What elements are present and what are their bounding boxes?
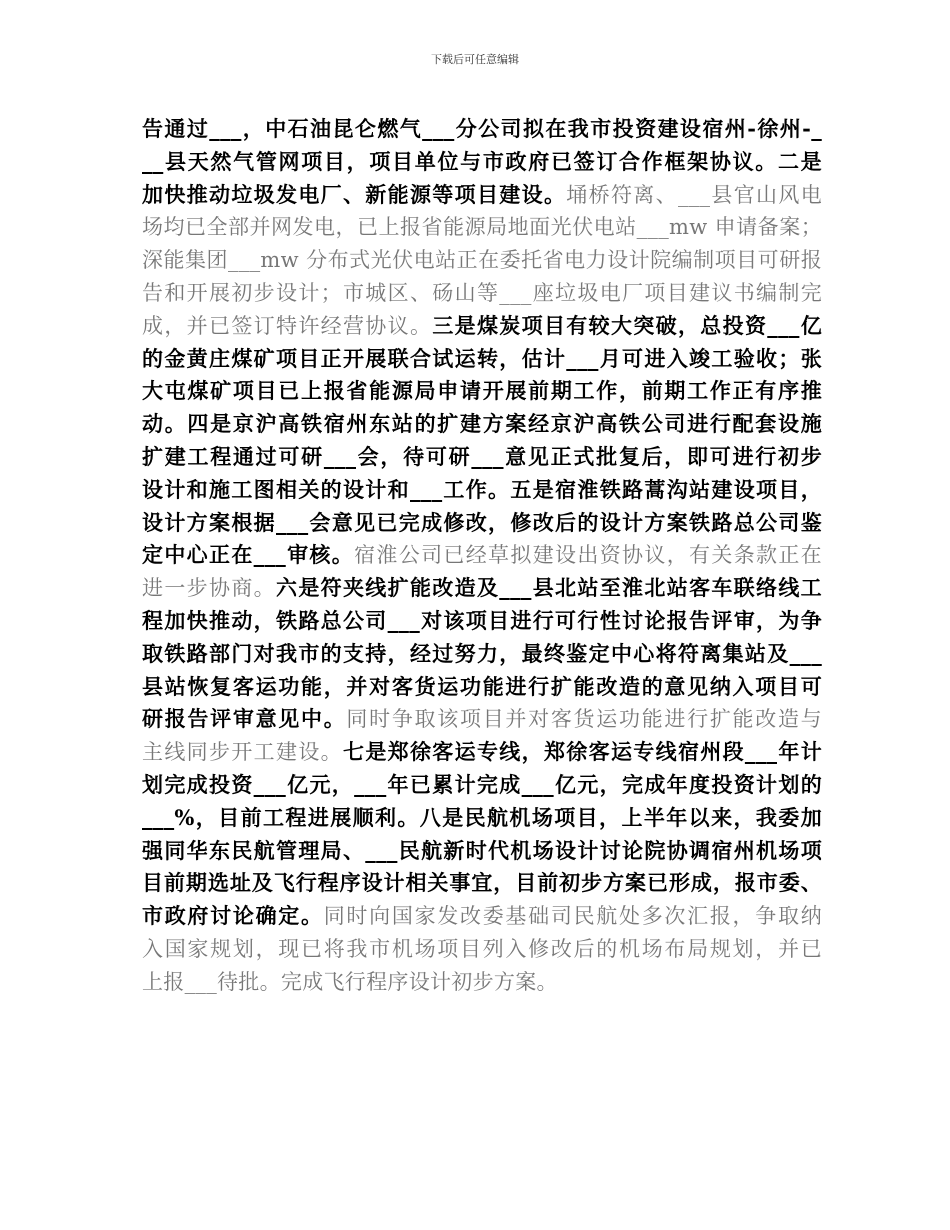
text-line <box>142 736 822 769</box>
text-line <box>142 179 822 212</box>
normal-text-segment: 主线同步开工建设。 <box>142 740 343 765</box>
text-line <box>142 802 822 835</box>
page-header: 下载后可任意编辑 <box>431 53 519 66</box>
text-line <box>142 507 822 540</box>
text-line <box>142 375 822 408</box>
text-line <box>142 867 822 900</box>
bold-text-segment: 的金黄庄煤矿项目正开展联合试运转，估计___月可进入竣工验收；张 <box>142 345 822 371</box>
bold-text-segment: __县天然气管网项目，项目单位与市政府已签订合作框架协议。二是 <box>142 148 822 174</box>
bold-text-segment: 设计和施工图相关的设计和___工作。五是宿淮铁路蒿沟站建设项目， <box>142 476 822 502</box>
text-line <box>142 310 822 343</box>
text-line <box>142 146 822 179</box>
text-line <box>142 900 822 933</box>
bold-text-segment: ___%，目前工程进展顺利。八是民航机场项目，上半年以来，我委加 <box>142 804 822 830</box>
bold-text-segment: 扩建工程通过可研___会，待可研___意见正式批复后，即可进行初步 <box>142 443 822 469</box>
normal-text-segment: 埇桥符离、___县官山风电 <box>566 182 823 207</box>
bold-text-segment: 七是郑徐客运专线，郑徐客运专线宿州段___年计 <box>342 739 822 765</box>
bold-text-segment: 定中心正在___审核。 <box>142 542 355 568</box>
bold-text-segment: 大屯煤矿项目已上报省能源局申请开展前期工作，前期工作正有序推 <box>142 378 822 404</box>
text-line <box>142 244 822 277</box>
normal-text-segment: 深能集团___mw 分布式光伏电站正在委托省电力设计院编制项目可研报 <box>142 248 822 273</box>
normal-text-segment: 同时争取该项目并对客货运功能进行扩能改造与 <box>346 707 822 732</box>
normal-text-segment: 宿淮公司已经草拟建设出资协议，有关条款正在 <box>354 543 822 568</box>
text-line <box>142 211 822 244</box>
bold-text-segment: 强同华东民航管理局、___民航新时代机场设计讨论院协调宿州机场项 <box>142 837 822 863</box>
bold-text-segment: 取铁路部门对我市的支持，经过努力，最终鉴定中心将符离集站及___ <box>142 640 822 666</box>
text-line <box>142 966 822 999</box>
normal-text-segment: 成，并已签订特许经营协议。 <box>142 313 433 338</box>
text-line <box>142 441 822 474</box>
bold-text-segment: 市政府讨论确定。 <box>142 903 324 929</box>
text-line <box>142 539 822 572</box>
text-line <box>142 343 822 376</box>
text-line <box>142 113 822 146</box>
normal-text-segment: 同时向国家发改委基础司民航处多次汇报，争取纳 <box>323 904 822 929</box>
text-line <box>142 933 822 966</box>
bold-text-segment: 设计方案根据___会意见已完成修改，修改后的设计方案铁路总公司鉴 <box>142 509 822 535</box>
bold-text-segment: 六是符夹线扩能改造及___县北站至淮北站客车联络线工 <box>275 575 822 601</box>
bold-text-segment: 告通过___，中石油昆仑燃气___分公司拟在我市投资建设宿州-徐州-_ <box>142 116 822 141</box>
bold-text-segment: 三是煤炭项目有较大突破，总投资___亿 <box>432 312 823 338</box>
text-line <box>142 769 822 802</box>
normal-text-segment: 上报___待批。完成飞行程序设计初步方案。 <box>142 969 558 994</box>
text-line <box>142 572 822 605</box>
bold-text-segment: 目前期选址及飞行程序设计相关事宜，目前初步方案已形成，报市委、 <box>142 870 822 896</box>
normal-text-segment: 场均已全部并网发电，已上报省能源局地面光伏电站___mw 申请备案； <box>142 215 822 240</box>
bold-text-segment: 程加快推动，铁路总公司___对该项目进行可行性讨论报告评审，为争 <box>142 607 822 633</box>
bold-text-segment: 县站恢复客运功能，并对客货运功能进行扩能改造的意见纳入项目可 <box>142 673 822 699</box>
bold-text-segment: 动。四是京沪高铁宿州东站的扩建方案经京沪高铁公司进行配套设施 <box>142 411 822 437</box>
text-line <box>142 638 822 671</box>
bold-text-segment: 加快推动垃圾发电厂、新能源等项目建设。 <box>142 181 567 207</box>
text-line <box>142 671 822 704</box>
normal-text-segment: 告和开展初步设计；市城区、砀山等___座垃圾电厂项目建议书编制完 <box>142 280 822 305</box>
body-paragraph <box>142 113 822 999</box>
text-line <box>142 835 822 868</box>
bold-text-segment: 划完成投资___亿元，___年已累计完成___亿元，完成年度投资计划的 <box>142 771 822 797</box>
text-line <box>142 703 822 736</box>
normal-text-segment: 进一步协商。 <box>142 576 276 601</box>
text-line <box>142 277 822 310</box>
bold-text-segment: 研报告评审意见中。 <box>142 706 347 732</box>
text-line <box>142 474 822 507</box>
normal-text-segment: 入国家规划，现已将我市机场项目列入修改后的机场布局规划，并已 <box>142 936 822 961</box>
text-line <box>142 408 822 441</box>
text-line <box>142 605 822 638</box>
